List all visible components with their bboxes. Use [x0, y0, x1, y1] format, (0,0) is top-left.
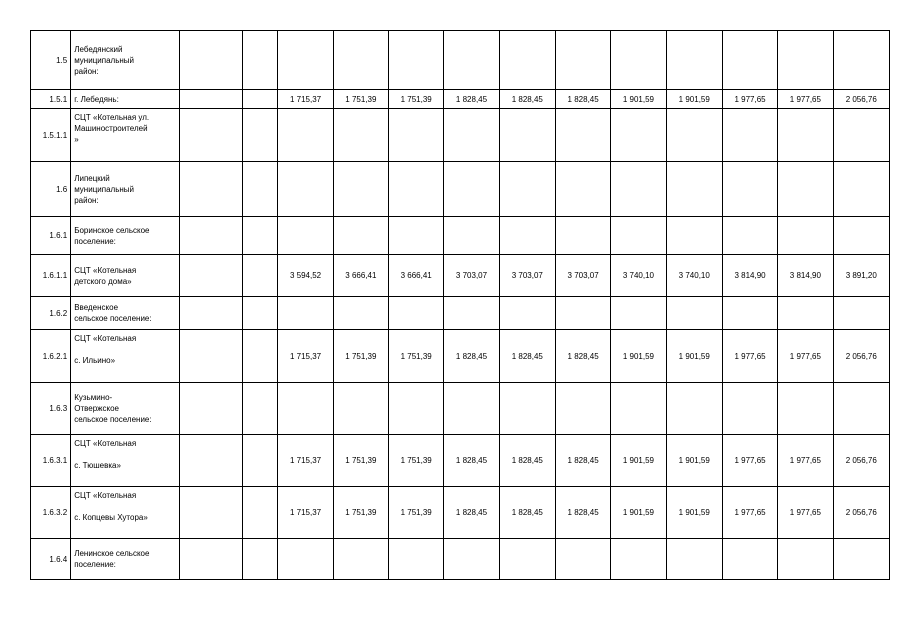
tariff-value-cell: [666, 297, 722, 330]
tariff-value-cell: [778, 109, 833, 162]
row-name-line: с. Копцевы Хутора»: [74, 513, 148, 522]
tariff-value-cell: 1 901,59: [666, 487, 722, 539]
row-number: 1.6.3.2: [31, 487, 71, 539]
tariff-value-cell: 1 977,65: [722, 487, 777, 539]
row-name-line: муниципальный: [74, 55, 134, 65]
tariff-value-cell: 3 891,20: [833, 255, 889, 297]
tariff-value-cell: 3 740,10: [611, 255, 666, 297]
tariff-value-cell: [389, 217, 444, 255]
tariff-value-cell: [444, 383, 499, 435]
tariff-value-cell: 3 740,10: [666, 255, 722, 297]
row-name-line: Ленинское сельское: [74, 549, 150, 558]
tariff-value-cell: 3 814,90: [778, 255, 833, 297]
tariff-value-cell: [833, 539, 889, 580]
row-number: 1.6.1.1: [31, 255, 71, 297]
empty-cell: [179, 383, 242, 435]
empty-cell: [179, 31, 242, 90]
tariff-value-cell: 3 814,90: [722, 255, 777, 297]
row-name-line: детского дома»: [74, 276, 132, 286]
tariff-value-cell: [333, 31, 388, 90]
tariff-value-cell: 1 828,45: [444, 435, 499, 487]
tariff-value-cell: [333, 297, 388, 330]
tariff-value-cell: 1 828,45: [499, 487, 555, 539]
tariff-value-cell: [778, 539, 833, 580]
tariff-value-cell: 1 828,45: [555, 435, 610, 487]
table-row: [31, 539, 890, 580]
tariff-value-cell: 1 715,37: [278, 90, 333, 109]
tariff-value-cell: [833, 162, 889, 217]
tariff-value-cell: [555, 383, 610, 435]
empty-cell: [179, 217, 242, 255]
tariff-value-cell: 1 751,39: [389, 487, 444, 539]
tariff-value-cell: 1 828,45: [444, 90, 499, 109]
tariff-value-cell: [611, 217, 666, 255]
tariff-value-cell: [722, 383, 777, 435]
empty-cell: [179, 297, 242, 330]
row-name-line: Машиностроителей: [74, 124, 148, 133]
row-number: 1.6: [31, 162, 71, 217]
tariff-value-cell: [278, 162, 333, 217]
row-name-line: муниципальный: [74, 184, 134, 194]
tariff-value-cell: [666, 31, 722, 90]
row-name-line: район:: [74, 66, 99, 76]
row-number: 1.5: [31, 31, 71, 90]
tariff-value-cell: [278, 109, 333, 162]
spacer-cell: [243, 383, 278, 435]
tariff-value-cell: 3 703,07: [555, 255, 610, 297]
spacer-cell: [243, 109, 278, 162]
tariff-value-cell: [499, 383, 555, 435]
empty-cell: [179, 162, 242, 217]
tariff-value-cell: [389, 162, 444, 217]
tariff-value-cell: [778, 31, 833, 90]
tariff-value-cell: [611, 31, 666, 90]
tariff-value-cell: 1 828,45: [555, 90, 610, 109]
row-name: [71, 217, 180, 255]
tariff-value-cell: [389, 297, 444, 330]
tariff-value-cell: 1 751,39: [333, 487, 388, 539]
row-number: 1.6.1: [31, 217, 71, 255]
tariff-value-cell: [499, 109, 555, 162]
tariff-value-cell: 1 901,59: [666, 90, 722, 109]
row-name: [71, 330, 180, 383]
tariff-value-cell: [333, 109, 388, 162]
tariff-value-cell: 1 977,65: [778, 435, 833, 487]
tariff-value-cell: 1 828,45: [555, 487, 610, 539]
tariff-value-cell: 1 751,39: [389, 330, 444, 383]
row-name: [71, 487, 180, 539]
tariff-value-cell: 1 901,59: [666, 435, 722, 487]
table-row: [31, 217, 890, 255]
row-name-line: Введенское: [74, 303, 119, 312]
row-name-line: сельское поселение:: [74, 314, 152, 323]
tariff-value-cell: [389, 31, 444, 90]
row-name: [71, 383, 180, 435]
row-name: [71, 109, 180, 162]
row-name-line: с. Ильино»: [74, 356, 116, 365]
row-name-line: СЦТ «Котельная: [74, 439, 137, 448]
row-name: [71, 539, 180, 580]
row-number: 1.6.3.1: [31, 435, 71, 487]
tariff-value-cell: [389, 109, 444, 162]
tariff-value-cell: [389, 539, 444, 580]
row-name-line: СЦТ «Котельная: [74, 334, 137, 343]
tariff-value-cell: [833, 383, 889, 435]
row-name-line: поселение:: [74, 236, 116, 246]
empty-cell: [179, 487, 242, 539]
row-name-line: СЦТ «Котельная ул.: [74, 113, 150, 122]
tariff-value-cell: [555, 31, 610, 90]
tariff-value-cell: 1 828,45: [444, 330, 499, 383]
row-name-line: СЦТ «Котельная: [74, 491, 137, 500]
tariff-value-cell: 1 751,39: [389, 435, 444, 487]
empty-cell: [179, 255, 242, 297]
tariff-value-cell: [499, 539, 555, 580]
tariff-value-cell: [389, 383, 444, 435]
tariff-table: [30, 30, 890, 580]
tariff-value-cell: [666, 109, 722, 162]
tariff-value-cell: 1 751,39: [389, 90, 444, 109]
row-name-line: Лебедянский: [74, 44, 123, 54]
tariff-value-cell: [499, 217, 555, 255]
tariff-value-cell: [666, 539, 722, 580]
row-name-line: поселение:: [74, 560, 116, 569]
tariff-value-cell: [499, 31, 555, 90]
tariff-value-cell: 1 901,59: [611, 435, 666, 487]
row-name-line: Боринское сельское: [74, 225, 150, 235]
tariff-value-cell: [278, 539, 333, 580]
table-body: [31, 31, 890, 580]
tariff-value-cell: 1 977,65: [722, 90, 777, 109]
tariff-value-cell: [333, 217, 388, 255]
tariff-value-cell: 1 828,45: [444, 487, 499, 539]
table-row: [31, 435, 890, 487]
spacer-cell: [243, 487, 278, 539]
table-row: [31, 487, 890, 539]
tariff-value-cell: [833, 297, 889, 330]
tariff-value-cell: 1 901,59: [611, 90, 666, 109]
tariff-value-cell: [722, 162, 777, 217]
tariff-value-cell: [333, 383, 388, 435]
row-name-line: район:: [74, 195, 99, 205]
row-name-line: Кузьмино-: [74, 393, 113, 402]
row-number: 1.6.4: [31, 539, 71, 580]
empty-cell: [179, 90, 242, 109]
row-name-line: с. Тюшевка»: [74, 461, 121, 470]
spacer-cell: [243, 90, 278, 109]
spacer-cell: [243, 217, 278, 255]
tariff-value-cell: 1 977,65: [722, 435, 777, 487]
tariff-value-cell: 1 715,37: [278, 487, 333, 539]
tariff-value-cell: 1 901,59: [611, 330, 666, 383]
table-row: [31, 297, 890, 330]
tariff-value-cell: [278, 31, 333, 90]
row-name: [71, 31, 180, 90]
tariff-value-cell: 3 703,07: [499, 255, 555, 297]
tariff-value-cell: 1 828,45: [555, 330, 610, 383]
tariff-value-cell: 2 056,76: [833, 330, 889, 383]
tariff-value-cell: [444, 109, 499, 162]
tariff-value-cell: [833, 217, 889, 255]
tariff-value-cell: 1 828,45: [499, 435, 555, 487]
tariff-value-cell: 1 901,59: [611, 487, 666, 539]
row-name-line: Отвержское: [74, 404, 120, 413]
table-row: [31, 162, 890, 217]
tariff-value-cell: [611, 539, 666, 580]
spacer-cell: [243, 297, 278, 330]
row-name-line: Липецкий: [74, 173, 110, 183]
tariff-value-cell: [278, 217, 333, 255]
tariff-value-cell: [722, 297, 777, 330]
tariff-value-cell: [555, 297, 610, 330]
tariff-value-cell: [778, 297, 833, 330]
row-name-line: [74, 501, 176, 512]
tariff-value-cell: [722, 31, 777, 90]
tariff-value-cell: [555, 162, 610, 217]
tariff-value-cell: [444, 31, 499, 90]
tariff-value-cell: [278, 383, 333, 435]
tariff-value-cell: [666, 162, 722, 217]
table-row: [31, 31, 890, 90]
tariff-value-cell: [833, 31, 889, 90]
tariff-value-cell: 2 056,76: [833, 487, 889, 539]
row-number: 1.6.2: [31, 297, 71, 330]
tariff-value-cell: 1 751,39: [333, 90, 388, 109]
tariff-value-cell: [778, 217, 833, 255]
tariff-value-cell: [666, 217, 722, 255]
tariff-value-cell: [778, 162, 833, 217]
tariff-value-cell: 1 977,65: [722, 330, 777, 383]
row-name: [71, 297, 180, 330]
empty-cell: [179, 435, 242, 487]
tariff-value-cell: 1 751,39: [333, 330, 388, 383]
tariff-value-cell: [444, 539, 499, 580]
tariff-value-cell: [611, 297, 666, 330]
tariff-value-cell: [778, 383, 833, 435]
tariff-value-cell: [611, 383, 666, 435]
tariff-value-cell: [333, 539, 388, 580]
row-name: [71, 162, 180, 217]
tariff-value-cell: [555, 109, 610, 162]
tariff-value-cell: 1 715,37: [278, 330, 333, 383]
tariff-value-cell: 1 977,65: [778, 90, 833, 109]
row-name-line: г. Лебедянь:: [74, 94, 119, 104]
row-number: 1.5.1: [31, 90, 71, 109]
tariff-value-cell: [722, 539, 777, 580]
spacer-cell: [243, 330, 278, 383]
tariff-value-cell: [278, 297, 333, 330]
tariff-value-cell: [333, 162, 388, 217]
tariff-value-cell: [444, 217, 499, 255]
row-name: [71, 435, 180, 487]
row-number: 1.5.1.1: [31, 109, 71, 162]
tariff-value-cell: [555, 539, 610, 580]
tariff-value-cell: 1 901,59: [666, 330, 722, 383]
spacer-cell: [243, 539, 278, 580]
tariff-value-cell: [833, 109, 889, 162]
spacer-cell: [243, 435, 278, 487]
tariff-value-cell: [499, 297, 555, 330]
row-name-line: СЦТ «Котельная: [74, 265, 137, 275]
tariff-value-cell: 1 751,39: [333, 435, 388, 487]
row-name: [71, 255, 180, 297]
spacer-cell: [243, 31, 278, 90]
spacer-cell: [243, 162, 278, 217]
tariff-value-cell: 3 594,52: [278, 255, 333, 297]
tariff-value-cell: 3 666,41: [389, 255, 444, 297]
tariff-value-cell: [499, 162, 555, 217]
tariff-value-cell: [611, 162, 666, 217]
row-name-line: [74, 344, 176, 355]
tariff-value-cell: [666, 383, 722, 435]
table-row: [31, 255, 890, 297]
empty-cell: [179, 539, 242, 580]
tariff-value-cell: 1 977,65: [778, 487, 833, 539]
tariff-value-cell: 3 666,41: [333, 255, 388, 297]
tariff-value-cell: 1 828,45: [499, 90, 555, 109]
row-number: 1.6.2.1: [31, 330, 71, 383]
empty-cell: [179, 330, 242, 383]
table-row: [31, 109, 890, 162]
tariff-value-cell: [444, 162, 499, 217]
row-number: 1.6.3: [31, 383, 71, 435]
row-name-line: »: [74, 135, 79, 144]
table-row: [31, 90, 890, 109]
row-name-line: [74, 449, 176, 460]
table-row: [31, 383, 890, 435]
tariff-value-cell: [444, 297, 499, 330]
tariff-value-cell: 3 703,07: [444, 255, 499, 297]
tariff-value-cell: 2 056,76: [833, 90, 889, 109]
tariff-value-cell: 1 828,45: [499, 330, 555, 383]
tariff-value-cell: 1 977,65: [778, 330, 833, 383]
tariff-value-cell: [722, 217, 777, 255]
row-name: [71, 90, 180, 109]
row-name-line: сельское поселение:: [74, 415, 152, 424]
tariff-value-cell: 1 715,37: [278, 435, 333, 487]
tariff-value-cell: [722, 109, 777, 162]
spacer-cell: [243, 255, 278, 297]
table-row: [31, 330, 890, 383]
tariff-value-cell: [555, 217, 610, 255]
tariff-value-cell: 2 056,76: [833, 435, 889, 487]
empty-cell: [179, 109, 242, 162]
tariff-value-cell: [611, 109, 666, 162]
